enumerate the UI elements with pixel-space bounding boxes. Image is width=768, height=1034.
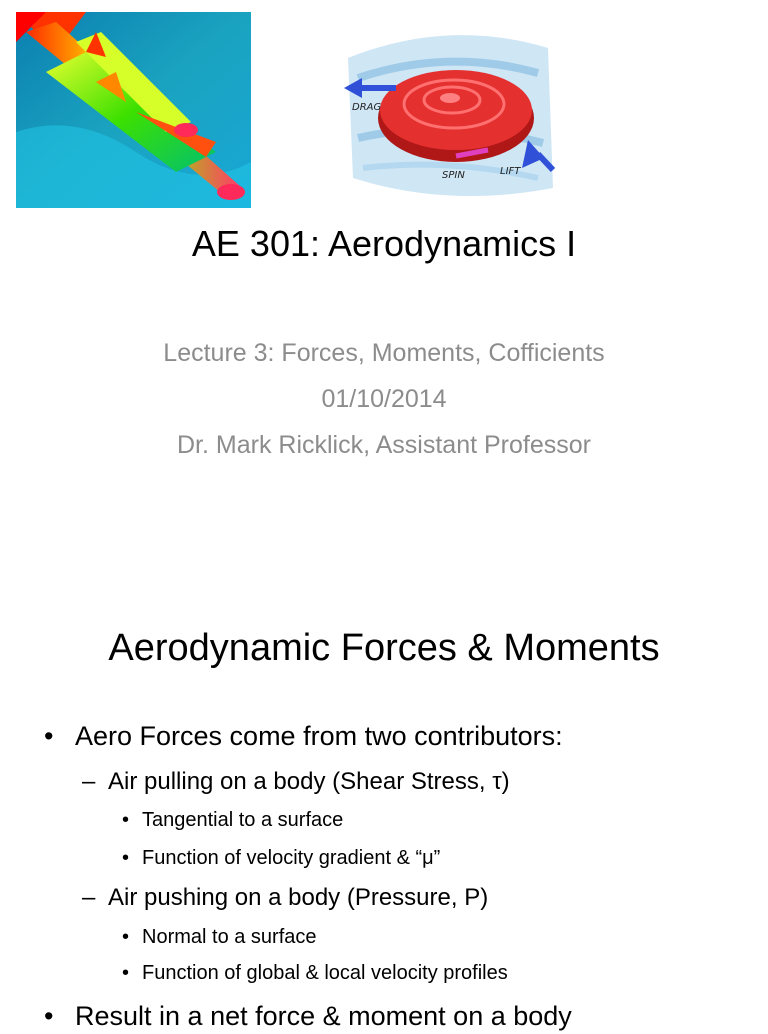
instructor-line: Dr. Mark Ricklick, Assistant Professor [177,431,591,459]
bullet-icon: • [44,721,54,751]
bullet-icon: • [122,962,130,984]
spin-label: SPIN [442,170,465,181]
frisbee-illustration [338,18,562,206]
bullet-text: Normal to a surface [142,926,317,948]
lift-label: LIFT [500,166,521,177]
dash-icon: – [82,884,96,911]
lecture-date-line: 01/10/2014 [321,385,447,413]
bullet-text: Function of velocity gradient & “μ” [142,847,441,869]
bullet-icon: • [122,926,130,948]
drag-label: DRAG [352,102,382,113]
bullet-text: Air pushing on a body (Pressure, P) [108,884,489,911]
bullet-text: Air pulling on a body (Shear Stress, τ) [108,768,510,795]
bullet-text: Result in a net force & moment on a body [75,1001,572,1031]
bullet-text: Function of global & local velocity profiles [142,962,508,984]
lecture-subtitle [0,330,768,468]
cfd-shuttle-image [16,12,251,208]
slide-title: Aerodynamic Forces & Moments [108,627,660,669]
bullet-text: Aero Forces come from two contributors: [75,721,563,751]
lecture-title-line: Lecture 3: Forces, Moments, Cofficients [163,339,605,367]
bullet-icon: • [44,1001,54,1031]
course-title: AE 301: Aerodynamics I [191,223,577,264]
bullet-text: Tangential to a surface [142,809,344,831]
bullet-icon: • [122,847,130,869]
forces-moments-slide [0,580,768,1031]
bullet-icon: • [122,809,130,831]
dash-icon: – [82,768,96,795]
